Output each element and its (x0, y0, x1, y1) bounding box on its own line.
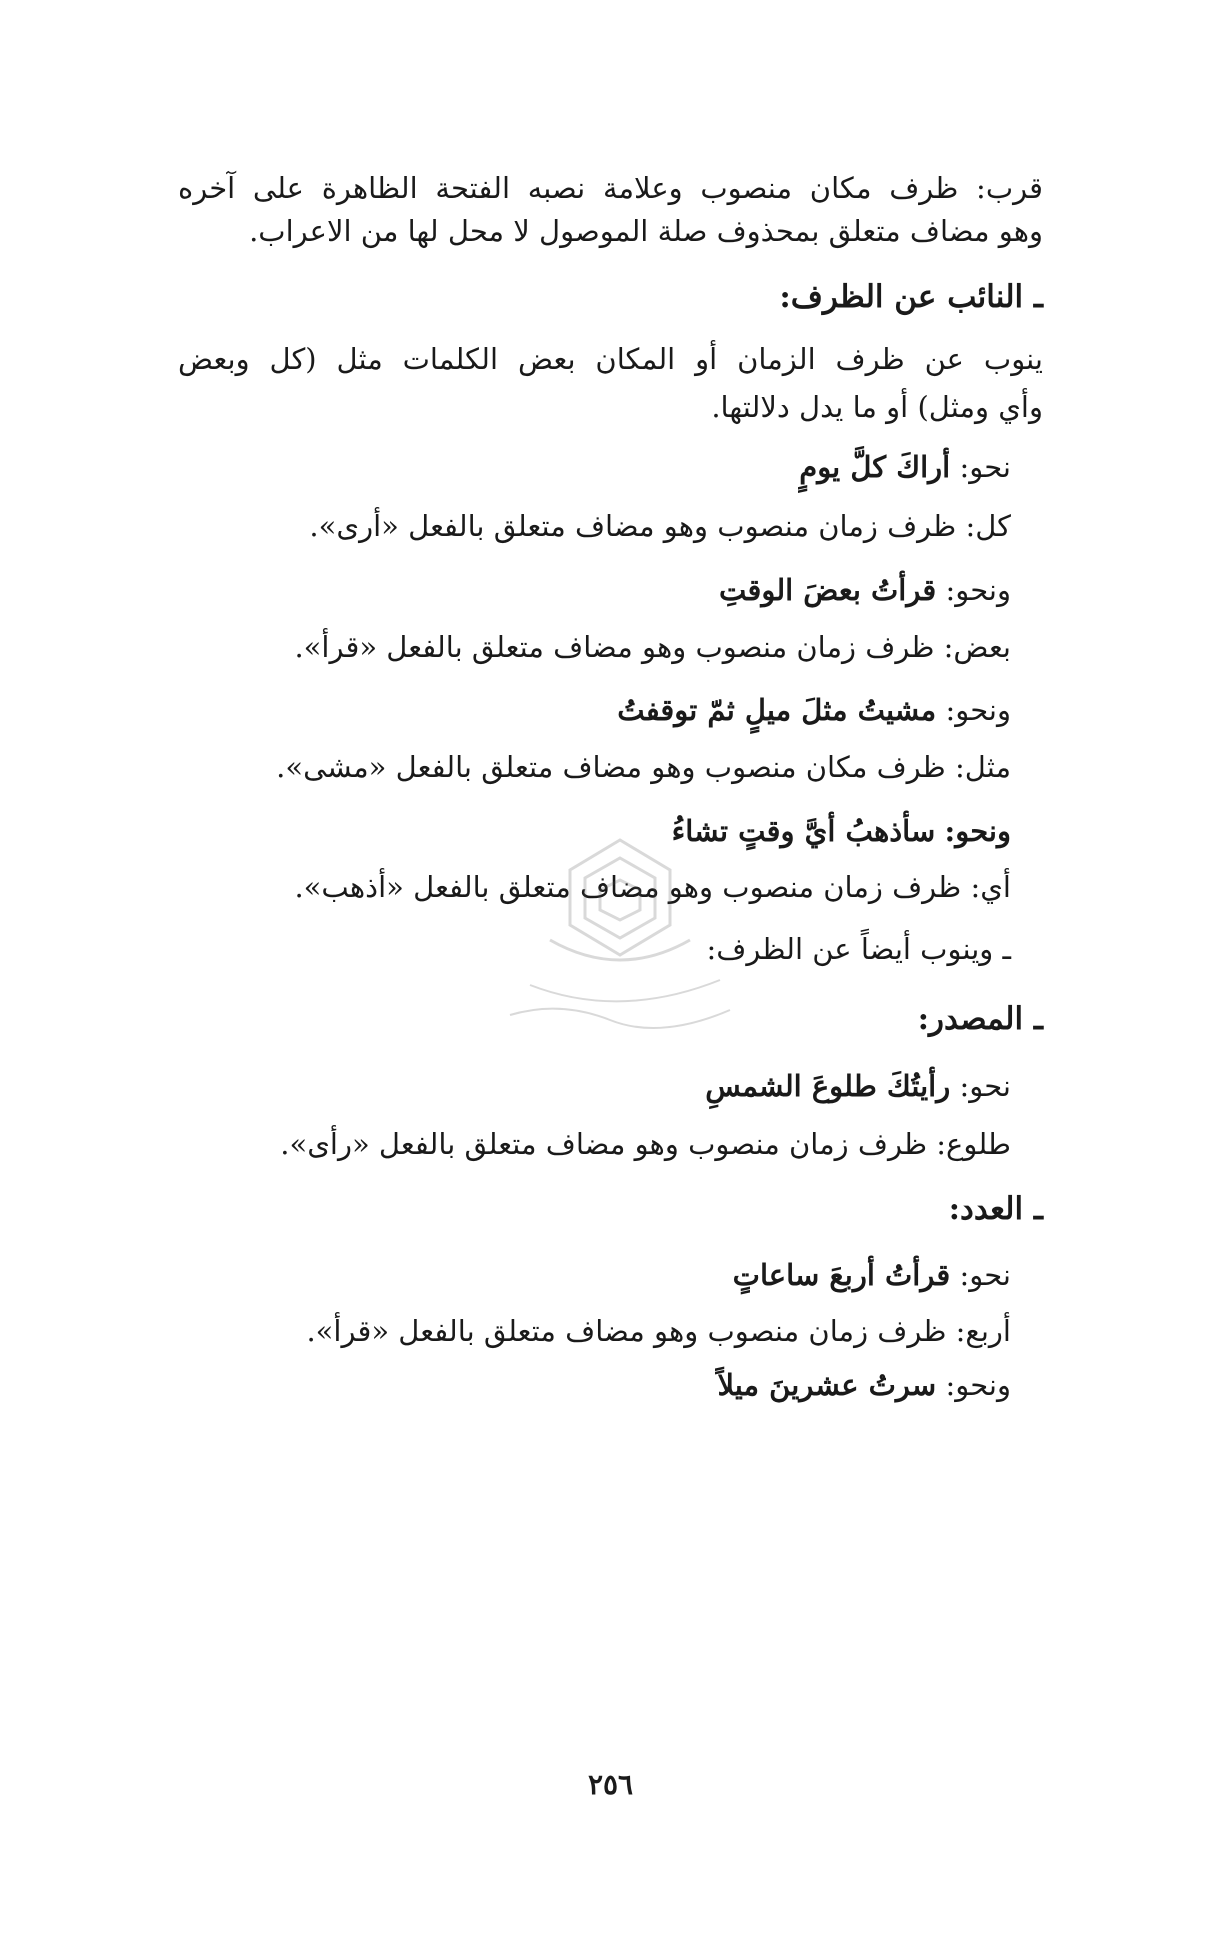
example-label: ونحو: (944, 814, 1011, 848)
example-text: مشيتُ مثلَ ميلٍ ثمّ توقفتُ (617, 693, 937, 727)
example-label: نحو: (959, 1258, 1011, 1292)
text-line: وأي ومثل) أو ما يدل دلالتها. (711, 390, 1043, 424)
example-text: قرأتُ أربعَ ساعاتٍ (732, 1258, 951, 1292)
text-line: وهو مضاف متعلق بمحذوف صلة الموصول لا محل لها من الاعراب. (249, 214, 1043, 248)
text-line: ـ وينوب أيضاً عن الظرف: (706, 932, 1011, 966)
parse-line: مثل: ظرف مكان منصوب وهو مضاف متعلق بالفعل «مشى». (276, 750, 1011, 784)
example-label: ونحو: (945, 573, 1011, 607)
example-label: ونحو: (945, 1368, 1011, 1402)
text-line: ينوب عن ظرف الزمان أو المكان بعض الكلمات مثل (كل وبعض (178, 342, 1043, 376)
text-line: قرب: ظرف مكان منصوب وعلامة نصبه الفتحة الظاهرة على آخره (178, 171, 1043, 205)
example-label: نحو: (959, 450, 1011, 484)
parse-line: أي: ظرف زمان منصوب وهو مضاف متعلق بالفعل «أذهب». (294, 870, 1011, 904)
example-text: سأذهبُ أيَّ وقتٍ تشاءُ (671, 814, 936, 848)
section-heading: ـ العدد: (948, 1191, 1043, 1227)
example-line (146, 1255, 1011, 1295)
example-label: ونحو: (945, 693, 1011, 727)
example-line (146, 447, 1011, 487)
example-text: سرتُ عشرينَ ميلاً (717, 1368, 937, 1402)
section-heading: ـ المصدر: (917, 1001, 1043, 1037)
section-heading: ـ النائب عن الظرف: (779, 279, 1043, 315)
parse-line: كل: ظرف زمان منصوب وهو مضاف متعلق بالفعل «أرى». (309, 509, 1011, 543)
example-label: نحو: (959, 1069, 1011, 1103)
example-line (146, 690, 1011, 730)
parse-line: بعض: ظرف زمان منصوب وهو مضاف متعلق بالفعل «قرأ». (294, 630, 1011, 664)
example-text: قرأتُ بعضَ الوقتِ (719, 573, 937, 607)
example-text: أراكَ كلَّ يومٍ (799, 450, 951, 484)
example-line (146, 811, 1011, 851)
example-line (146, 1365, 1011, 1405)
example-text: رأيتُكَ طلوعَ الشمسِ (705, 1069, 951, 1103)
example-line (146, 1066, 1011, 1106)
page-number: ٢٥٦ (587, 1768, 634, 1801)
example-line (146, 570, 1011, 610)
parse-line: أربع: ظرف زمان منصوب وهو مضاف متعلق بالفعل «قرأ». (306, 1314, 1011, 1348)
parse-line: طلوع: ظرف زمان منصوب وهو مضاف متعلق بالفعل «رأى». (280, 1127, 1011, 1161)
